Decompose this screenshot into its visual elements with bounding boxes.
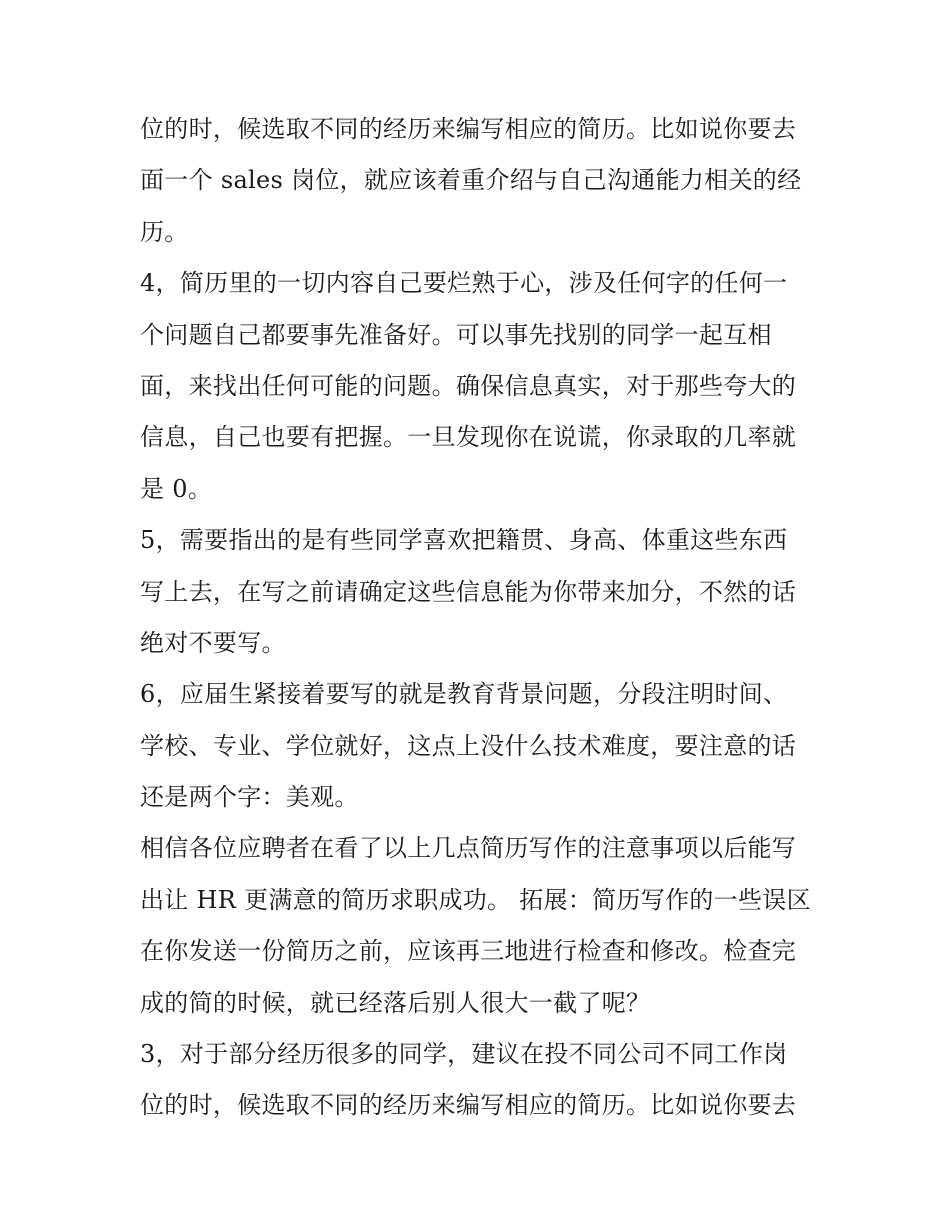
document-body <box>140 104 820 1132</box>
text-line: 相信各位应聘者在看了以上几点简历写作的注意事项以后能写 <box>140 834 797 863</box>
text-line: 成的简的时候，就已经落后别人很大一截了呢？ <box>140 988 651 1017</box>
text-line: 面一个 sales 岗位，就应该着重介绍与自己沟通能力相关的经 <box>140 166 802 195</box>
text-line: 3，对于部分经历很多的同学，建议在投不同公司不同工作岗 <box>140 1040 788 1069</box>
text-line: 写上去，在写之前请确定这些信息能为你带来加分，不然的话 <box>140 577 797 606</box>
text-line: 出让 HR 更满意的简历求职成功。 拓展：简历写作的一些误区 <box>140 885 811 914</box>
text-line: 信息，自己也要有把握。一旦发现你在说谎，你录取的几率就 <box>140 423 797 452</box>
text-line: 学校、专业、学位就好，这点上没什么技术难度，要注意的话 <box>140 731 797 760</box>
text-line: 4，简历里的一切内容自己要烂熟于心，涉及任何字的任何一 <box>140 269 788 298</box>
text-line: 面，来找出任何可能的问题。确保信息真实，对于那些夸大的 <box>140 371 797 400</box>
text-line: 6，应届生紧接着要写的就是教育背景问题，分段注明时间、 <box>140 680 788 709</box>
text-line: 位的时，候选取不同的经历来编写相应的简历。比如说你要去 <box>140 1091 797 1120</box>
text-line: 是 0。 <box>140 474 213 503</box>
text-line: 还是两个字：美观。 <box>140 783 359 812</box>
text-line: 位的时，候选取不同的经历来编写相应的简历。比如说你要去 <box>140 115 797 143</box>
text-line: 5，需要指出的是有些同学喜欢把籍贯、身高、体重这些东西 <box>140 526 788 555</box>
text-line: 个问题自己都要事先准备好。可以事先找别的同学一起互相 <box>140 320 772 349</box>
text-line: 在你发送一份简历之前，应该再三地进行检查和修改。检查完 <box>140 937 797 966</box>
text-line: 历。 <box>140 217 189 246</box>
text-line: 绝对不要写。 <box>140 628 286 657</box>
